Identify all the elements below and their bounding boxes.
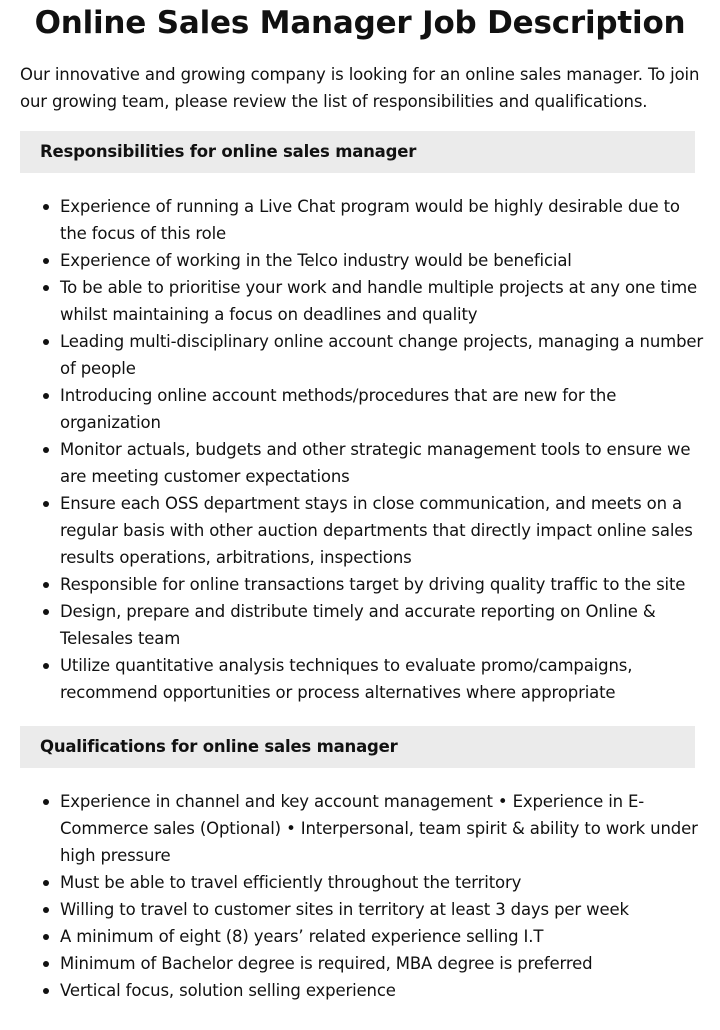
bullet-icon — [43, 339, 49, 345]
bullet-icon — [43, 285, 49, 291]
bullet-icon — [43, 907, 49, 913]
list-item — [60, 490, 704, 571]
list-item — [60, 328, 704, 382]
bullet-icon — [43, 934, 49, 940]
responsibilities-list — [0, 193, 720, 706]
list-item — [60, 247, 704, 274]
qualifications-heading: Qualifications for online sales manager — [20, 726, 695, 768]
bullet-icon — [43, 880, 49, 886]
list-item-text: Responsible for online transactions target by driving quality traffic to the site — [60, 575, 686, 594]
list-item — [60, 788, 704, 869]
list-item — [60, 382, 704, 436]
list-item — [60, 652, 704, 706]
bullet-icon — [43, 258, 49, 264]
list-item-text: Leading multi-disciplinary online account change projects, managing a number of people — [60, 332, 704, 378]
bullet-icon — [43, 799, 49, 805]
list-item — [60, 869, 704, 896]
bullet-icon — [43, 393, 49, 399]
list-item-text: Experience in channel and key account management • Experience in E-Commerce sales (Optional) • Interpersonal, team spirit & ability to work under high pressure — [60, 792, 698, 865]
bullet-icon — [43, 609, 49, 615]
list-item — [60, 571, 704, 598]
bullet-icon — [43, 988, 49, 994]
list-item — [60, 896, 704, 923]
list-item-text: To be able to prioritise your work and handle multiple projects at any one time whilst maintaining a focus on deadlines and quality — [60, 278, 698, 324]
list-item-text: Introducing online account methods/procedures that are new for the organization — [60, 386, 617, 432]
list-item-text: Utilize quantitative analysis techniques to evaluate promo/campaigns, recommend opportunities or process alternatives where appropriate — [60, 656, 633, 702]
list-item — [60, 977, 704, 1004]
bullet-icon — [43, 582, 49, 588]
list-item-text: Minimum of Bachelor degree is required, MBA degree is preferred — [60, 954, 593, 973]
list-item — [60, 274, 704, 328]
list-item — [60, 598, 704, 652]
bullet-icon — [43, 961, 49, 967]
list-item — [60, 950, 704, 977]
list-item-text: Monitor actuals, budgets and other strategic management tools to ensure we are meeting customer expectations — [60, 440, 691, 486]
list-item-text: Experience of working in the Telco industry would be beneficial — [60, 251, 572, 270]
qualifications-list — [0, 788, 720, 1004]
list-item — [60, 436, 704, 490]
list-item-text: Ensure each OSS department stays in close communication, and meets on a regular basis with other auction departments that directly impact online sales results operations, arbitrations, inspections — [60, 494, 693, 567]
list-item-text: Must be able to travel efficiently throughout the territory — [60, 873, 522, 892]
list-item — [60, 193, 704, 247]
bullet-icon — [43, 501, 49, 507]
responsibilities-heading: Responsibilities for online sales manager — [20, 131, 695, 173]
intro-paragraph: Our innovative and growing company is looking for an online sales manager. To join our growing team, please review the list of responsibilities and qualifications. — [20, 65, 700, 111]
bullet-icon — [43, 663, 49, 669]
list-item-text: Experience of running a Live Chat program would be highly desirable due to the focus of this role — [60, 197, 680, 243]
list-item — [60, 923, 704, 950]
bullet-icon — [43, 204, 49, 210]
page-title: Online Sales Manager Job Description — [34, 5, 686, 41]
list-item-text: Vertical focus, solution selling experience — [60, 981, 396, 1000]
list-item-text: Willing to travel to customer sites in territory at least 3 days per week — [60, 900, 629, 919]
bullet-icon — [43, 447, 49, 453]
list-item-text: A minimum of eight (8) years’ related experience selling I.T — [60, 927, 544, 946]
list-item-text: Design, prepare and distribute timely and accurate reporting on Online & Telesales team — [60, 602, 656, 648]
